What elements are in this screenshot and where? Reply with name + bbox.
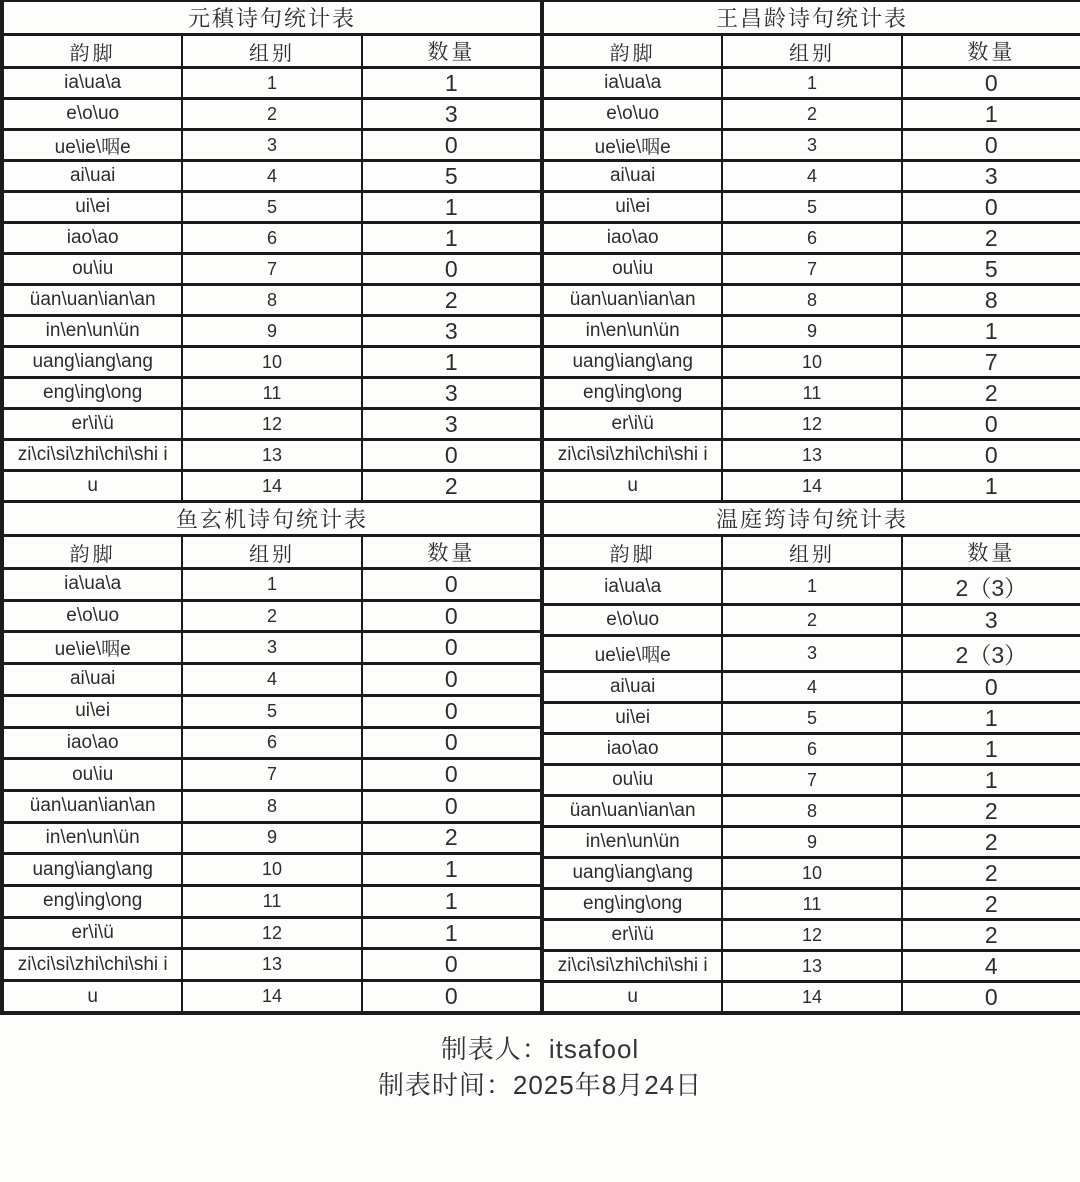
quantity-cell: 3 (362, 378, 541, 409)
quantity-cell: 2 (902, 796, 1080, 827)
group-cell: 8 (182, 790, 361, 822)
quantity-cell: 1 (902, 734, 1080, 765)
group-cell: 7 (722, 254, 901, 285)
footer-date-label: 制表时间： (377, 1070, 513, 1100)
rhyme-cell: iao\ao (543, 734, 722, 765)
group-cell: 5 (722, 703, 901, 734)
rhyme-cell: uang\iang\ang (543, 347, 722, 378)
table-row (543, 703, 1080, 734)
group-cell: 7 (182, 254, 361, 285)
quantity-cell: 1 (362, 886, 541, 918)
quantity-cell: 1 (362, 68, 541, 99)
table-body (543, 569, 1080, 1013)
table-title: 元稹诗句统计表 (3, 2, 541, 35)
group-cell: 12 (722, 920, 901, 951)
group-cell: 4 (182, 664, 361, 696)
quantity-cell: 1 (362, 347, 541, 378)
table-row (3, 569, 541, 601)
column-header-group: 组别 (182, 536, 361, 569)
rhyme-cell: in\en\un\ün (3, 316, 182, 347)
table-row (543, 254, 1080, 285)
rhyme-cell: uang\iang\ang (3, 347, 182, 378)
table-title: 王昌龄诗句统计表 (543, 2, 1080, 35)
table-row (543, 827, 1080, 858)
quantity-cell: 0 (362, 759, 541, 791)
quantity-cell: 2 (902, 858, 1080, 889)
group-cell: 7 (182, 759, 361, 791)
group-cell: 6 (722, 734, 901, 765)
rhyme-cell: zi\ci\si\zhi\chi\shi i (3, 949, 182, 981)
table-row (3, 822, 541, 854)
column-header-quantity: 数量 (362, 35, 541, 68)
quantity-cell: 1 (902, 703, 1080, 734)
table-row (543, 378, 1080, 409)
rhyme-cell: eng\ing\ong (3, 378, 182, 409)
quantity-cell: 0 (362, 254, 541, 285)
table-row (543, 605, 1080, 636)
table-row (543, 796, 1080, 827)
table-title-row (3, 2, 541, 35)
table-row (3, 949, 541, 981)
quantity-cell: 0 (362, 569, 541, 601)
table-row (543, 471, 1080, 502)
rhyme-cell: er\i\ü (3, 409, 182, 440)
rhyme-cell: ue\ie\咽e (3, 632, 182, 664)
table-header-row (543, 536, 1080, 569)
quantity-cell: 2 (902, 889, 1080, 920)
group-cell: 1 (182, 569, 361, 601)
rhyme-cell: in\en\un\ün (3, 822, 182, 854)
table-row (3, 695, 541, 727)
group-cell: 5 (722, 192, 901, 223)
rhyme-cell: in\en\un\ün (543, 316, 722, 347)
rhyme-cell: ou\iu (543, 765, 722, 796)
group-cell: 10 (182, 347, 361, 378)
group-cell: 13 (722, 440, 901, 471)
table-row (3, 161, 541, 192)
group-cell: 1 (722, 68, 901, 99)
table-title: 鱼玄机诗句统计表 (3, 503, 541, 536)
table-row (543, 858, 1080, 889)
table-row (3, 192, 541, 223)
rhyme-cell: er\i\ü (543, 920, 722, 951)
quantity-cell: 2（3） (902, 636, 1080, 672)
footer-creator-label: 制表人： (440, 1034, 549, 1064)
table-row (3, 378, 541, 409)
quantity-cell: 2 (902, 920, 1080, 951)
group-cell: 11 (182, 378, 361, 409)
quantity-cell: 0 (362, 981, 541, 1013)
group-cell: 13 (182, 949, 361, 981)
quantity-cell: 2 (362, 471, 541, 502)
table-title-row (3, 503, 541, 536)
rhyme-cell: ai\uai (3, 161, 182, 192)
quantity-cell: 1 (362, 192, 541, 223)
rhyme-cell: ui\ei (543, 192, 722, 223)
rhyme-cell: eng\ing\ong (543, 889, 722, 920)
rhyme-cell: ue\ie\咽e (543, 636, 722, 672)
group-cell: 5 (182, 695, 361, 727)
poet-table-yuxuanji (2, 503, 542, 1014)
rhyme-cell: ai\uai (543, 672, 722, 703)
rhyme-cell: ia\ua\a (543, 569, 722, 605)
group-cell: 2 (182, 600, 361, 632)
quantity-cell: 1 (362, 854, 541, 886)
group-cell: 14 (722, 471, 901, 502)
rhyme-cell: üan\uan\ian\an (543, 796, 722, 827)
poet-table-yuanzhen (2, 2, 542, 503)
quantity-cell: 3 (902, 161, 1080, 192)
rhyme-cell: uang\iang\ang (543, 858, 722, 889)
table-row (3, 664, 541, 696)
quantity-cell: 3 (362, 316, 541, 347)
quantity-cell: 0 (362, 130, 541, 161)
column-header-rhyme: 韵脚 (3, 536, 182, 569)
group-cell: 14 (182, 981, 361, 1013)
group-cell: 10 (722, 858, 901, 889)
table-row (3, 854, 541, 886)
column-header-group: 组别 (182, 35, 361, 68)
quantity-cell: 2 (902, 378, 1080, 409)
table-row (3, 727, 541, 759)
group-cell: 3 (722, 130, 901, 161)
quantity-cell: 0 (902, 130, 1080, 161)
column-header-rhyme: 韵脚 (543, 35, 722, 68)
table-title: 温庭筠诗句统计表 (543, 503, 1080, 536)
table-row (3, 759, 541, 791)
group-cell: 4 (722, 161, 901, 192)
group-cell: 14 (182, 471, 361, 502)
footer-date (0, 1067, 1080, 1103)
quantity-cell: 0 (362, 664, 541, 696)
sheet-footer (0, 1015, 1080, 1103)
rhyme-cell: er\i\ü (3, 917, 182, 949)
table-row (543, 982, 1080, 1013)
table-row (543, 285, 1080, 316)
table-row (3, 130, 541, 161)
quantity-cell: 0 (362, 600, 541, 632)
table-row (543, 951, 1080, 982)
rhyme-cell: zi\ci\si\zhi\chi\shi i (543, 440, 722, 471)
quantity-cell: 3 (362, 409, 541, 440)
footer-date-value: 2025年8月24日 (512, 1070, 703, 1100)
table-row (3, 981, 541, 1013)
table-row (543, 734, 1080, 765)
rhyme-cell: u (3, 981, 182, 1013)
table-row (543, 161, 1080, 192)
table-row (543, 636, 1080, 672)
table-row (543, 440, 1080, 471)
table-row (543, 672, 1080, 703)
table-row (3, 917, 541, 949)
footer-creator-value: itsafool (548, 1034, 640, 1064)
quantity-cell: 0 (902, 982, 1080, 1013)
quantity-cell: 3 (902, 605, 1080, 636)
group-cell: 8 (182, 285, 361, 316)
quantity-cell: 5 (902, 254, 1080, 285)
rhyme-cell: iao\ao (3, 223, 182, 254)
table-row (543, 920, 1080, 951)
poet-table-wangchangling (542, 2, 1080, 503)
rhyme-cell: e\o\uo (543, 605, 722, 636)
table-row (543, 99, 1080, 130)
rhyme-cell: üan\uan\ian\an (3, 285, 182, 316)
group-cell: 13 (182, 440, 361, 471)
group-cell: 3 (182, 130, 361, 161)
table-body (3, 569, 541, 1013)
group-cell: 9 (182, 822, 361, 854)
rhyme-cell: ia\ua\a (3, 68, 182, 99)
group-cell: 13 (722, 951, 901, 982)
group-cell: 10 (722, 347, 901, 378)
group-cell: 11 (182, 886, 361, 918)
rhyme-cell: iao\ao (543, 223, 722, 254)
rhyme-cell: eng\ing\ong (543, 378, 722, 409)
rhyme-cell: e\o\uo (3, 99, 182, 130)
rhyme-cell: in\en\un\ün (543, 827, 722, 858)
rhyme-cell: üan\uan\ian\an (3, 790, 182, 822)
column-header-quantity: 数量 (902, 536, 1080, 569)
footer-creator (0, 1031, 1080, 1067)
rhyme-cell: ou\iu (3, 254, 182, 285)
quantity-cell: 0 (362, 790, 541, 822)
column-header-group: 组别 (722, 35, 901, 68)
table-row (3, 409, 541, 440)
quantity-cell: 0 (362, 695, 541, 727)
quantity-cell: 0 (362, 949, 541, 981)
group-cell: 1 (722, 569, 901, 605)
table-row (543, 409, 1080, 440)
group-cell: 3 (722, 636, 901, 672)
group-cell: 2 (722, 605, 901, 636)
table-row (3, 347, 541, 378)
quantity-cell: 2 (362, 822, 541, 854)
table-row (3, 440, 541, 471)
group-cell: 6 (722, 223, 901, 254)
quantity-cell: 1 (902, 765, 1080, 796)
quantity-cell: 2 (902, 827, 1080, 858)
group-cell: 6 (182, 223, 361, 254)
table-row (543, 223, 1080, 254)
table-row (543, 765, 1080, 796)
table-header-row (3, 35, 541, 68)
poet-table-wentingyun (542, 503, 1080, 1014)
table-title-row (543, 2, 1080, 35)
group-cell: 4 (182, 161, 361, 192)
group-cell: 7 (722, 765, 901, 796)
rhyme-cell: zi\ci\si\zhi\chi\shi i (3, 440, 182, 471)
table-title-row (543, 503, 1080, 536)
rhyme-cell: ue\ie\咽e (543, 130, 722, 161)
table-row (3, 600, 541, 632)
table-row (3, 632, 541, 664)
group-cell: 6 (182, 727, 361, 759)
group-cell: 11 (722, 378, 901, 409)
table-row (543, 569, 1080, 605)
rhyme-cell: ai\uai (3, 664, 182, 696)
quantity-cell: 2（3） (902, 569, 1080, 605)
table-row (3, 886, 541, 918)
rhyme-cell: zi\ci\si\zhi\chi\shi i (543, 951, 722, 982)
group-cell: 12 (182, 917, 361, 949)
group-cell: 8 (722, 796, 901, 827)
table-row (543, 347, 1080, 378)
rhyme-cell: eng\ing\ong (3, 886, 182, 918)
quantity-cell: 2 (362, 285, 541, 316)
group-cell: 3 (182, 632, 361, 664)
rhyme-cell: ui\ei (3, 192, 182, 223)
quantity-cell: 0 (362, 440, 541, 471)
quantity-cell: 1 (902, 471, 1080, 502)
quantity-cell: 0 (902, 672, 1080, 703)
group-cell: 10 (182, 854, 361, 886)
rhyme-cell: ou\iu (3, 759, 182, 791)
quantity-cell: 5 (362, 161, 541, 192)
table-body (543, 68, 1080, 502)
table-row (543, 130, 1080, 161)
rhyme-cell: er\i\ü (543, 409, 722, 440)
quantity-cell: 0 (902, 440, 1080, 471)
rhyme-cell: ai\uai (543, 161, 722, 192)
group-cell: 2 (722, 99, 901, 130)
rhyme-cell: uang\iang\ang (3, 854, 182, 886)
quantity-cell: 0 (902, 192, 1080, 223)
group-cell: 12 (722, 409, 901, 440)
rhyme-cell: u (543, 982, 722, 1013)
quantity-cell: 0 (362, 632, 541, 664)
table-row (543, 192, 1080, 223)
quantity-cell: 1 (362, 917, 541, 949)
table-row (3, 471, 541, 502)
quantity-cell: 4 (902, 951, 1080, 982)
quantity-cell: 1 (902, 316, 1080, 347)
rhyme-cell: ia\ua\a (3, 569, 182, 601)
group-cell: 2 (182, 99, 361, 130)
table-row (3, 223, 541, 254)
table-row (3, 790, 541, 822)
group-cell: 4 (722, 672, 901, 703)
table-row (543, 316, 1080, 347)
quantity-cell: 0 (362, 727, 541, 759)
rhyme-cell: ui\ei (543, 703, 722, 734)
quantity-cell: 1 (902, 99, 1080, 130)
quantity-cell: 8 (902, 285, 1080, 316)
column-header-quantity: 数量 (902, 35, 1080, 68)
table-header-row (543, 35, 1080, 68)
table-row (3, 316, 541, 347)
table-row (543, 889, 1080, 920)
rhyme-cell: ia\ua\a (543, 68, 722, 99)
rhyme-cell: ui\ei (3, 695, 182, 727)
quantity-cell: 3 (362, 99, 541, 130)
quantity-cell: 1 (362, 223, 541, 254)
group-cell: 8 (722, 285, 901, 316)
column-header-group: 组别 (722, 536, 901, 569)
column-header-quantity: 数量 (362, 536, 541, 569)
group-cell: 12 (182, 409, 361, 440)
rhyme-cell: e\o\uo (3, 600, 182, 632)
table-row (3, 99, 541, 130)
rhyme-cell: u (543, 471, 722, 502)
rhyme-cell: iao\ao (3, 727, 182, 759)
group-cell: 9 (722, 827, 901, 858)
column-header-rhyme: 韵脚 (3, 35, 182, 68)
table-header-row (3, 536, 541, 569)
rhyme-cell: u (3, 471, 182, 502)
table-row (3, 68, 541, 99)
rhyme-cell: üan\uan\ian\an (543, 285, 722, 316)
quantity-cell: 0 (902, 409, 1080, 440)
group-cell: 5 (182, 192, 361, 223)
table-row (543, 68, 1080, 99)
quantity-cell: 2 (902, 223, 1080, 254)
quantity-cell: 7 (902, 347, 1080, 378)
group-cell: 9 (722, 316, 901, 347)
rhyme-cell: ou\iu (543, 254, 722, 285)
table-body (3, 68, 541, 502)
group-cell: 9 (182, 316, 361, 347)
quantity-cell: 0 (902, 68, 1080, 99)
rhyme-cell: ue\ie\咽e (3, 130, 182, 161)
group-cell: 14 (722, 982, 901, 1013)
group-cell: 11 (722, 889, 901, 920)
group-cell: 1 (182, 68, 361, 99)
table-row (3, 254, 541, 285)
column-header-rhyme: 韵脚 (543, 536, 722, 569)
rhyme-cell: e\o\uo (543, 99, 722, 130)
table-row (3, 285, 541, 316)
